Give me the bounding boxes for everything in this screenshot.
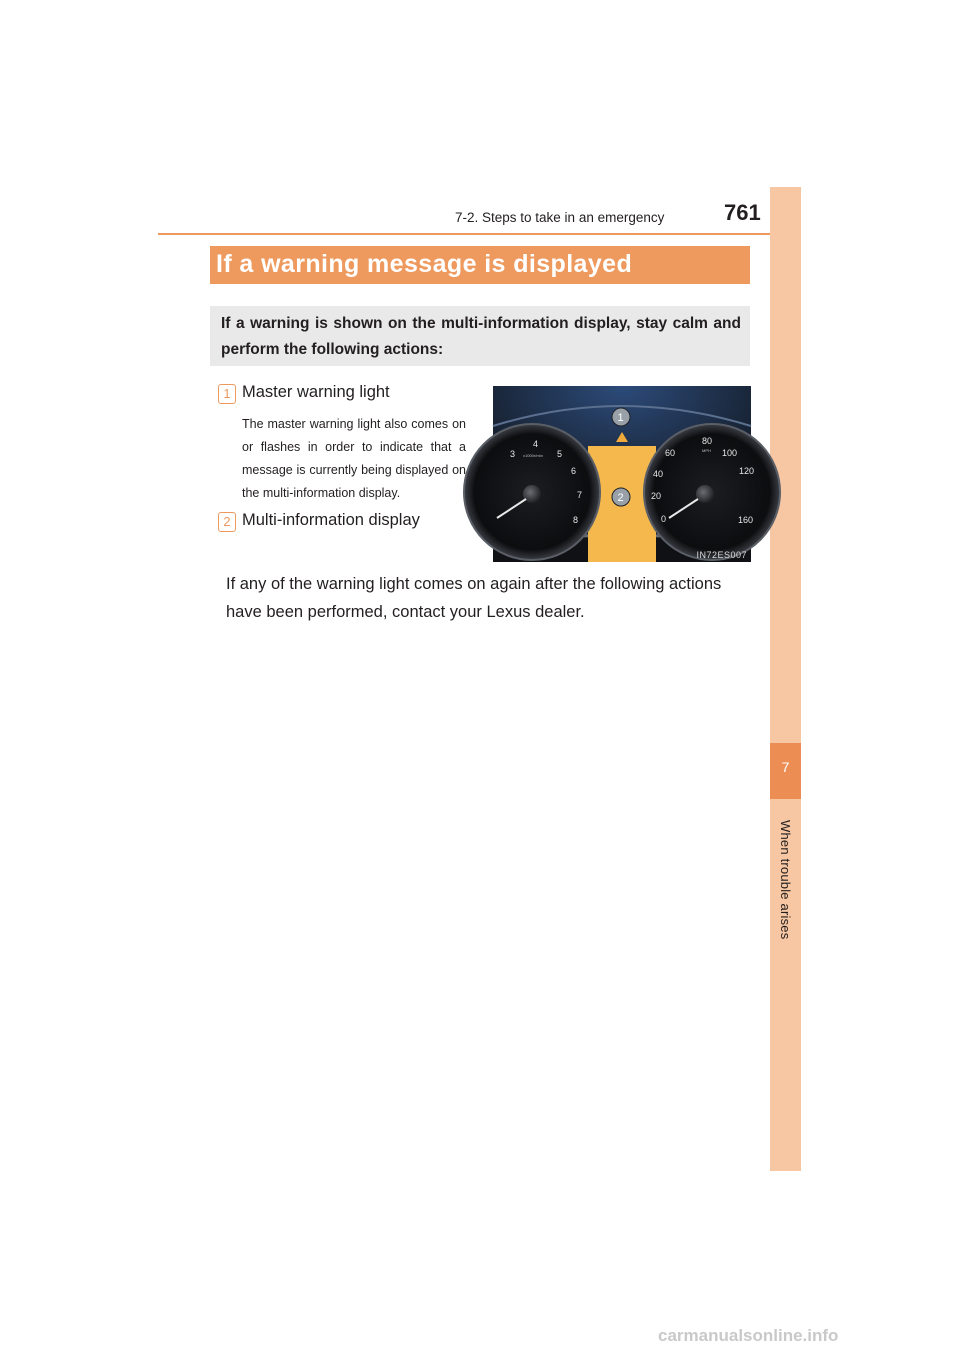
tach-label-5: 5 [557,449,563,459]
chapter-title: When trouble arises [778,820,793,940]
item-1-title: Master warning light [242,383,390,401]
item-2-number-icon: 2 [218,512,236,532]
tach-label-3: 3 [510,449,516,459]
speedometer-hub [696,485,714,503]
intro-text: If a warning is shown on the multi-information display, stay calm and perform the following actions: [221,315,741,358]
speed-label-60: 60 [665,448,676,458]
speed-label-160: 160 [738,515,754,525]
chapter-tab-strip [770,187,801,1171]
item-1-description: The master warning light also comes on or flashes in order to indicate that a message is currently being displayed on the multi-information display. [242,417,466,500]
item-2-title: Multi-information display [242,511,420,529]
figure-code: IN72ES007 [696,550,747,560]
instrument-cluster-illustration [493,386,755,562]
page-number: 761 [724,200,761,225]
callout-1-label: 1 [617,412,624,424]
section-title-bar [210,246,750,284]
header-section-title: 7-2. Steps to take in an emergency [455,210,665,225]
speed-label-80: 80 [702,436,713,446]
speed-label-120: 120 [739,466,755,476]
body-paragraph: If any of the warning light comes on again after the following actions have been performed, contact your Lexus dealer. [226,575,722,621]
tach-label-6: 6 [571,466,577,476]
watermark: carmanualsonline.info [658,1326,839,1345]
instrument-cluster-figure [493,386,755,562]
tach-label-8: 8 [573,515,579,525]
speed-label-40: 40 [653,469,664,479]
tach-label-4: 4 [533,439,539,449]
section-title: If a warning message is displayed [216,250,633,278]
item-1-number-icon: 1 [218,384,236,404]
speed-unit: MPH [702,448,711,453]
chapter-number: 7 [781,759,790,775]
tach-unit: x1000r/min [523,453,543,458]
speed-label-20: 20 [651,491,662,501]
intro-box [210,306,750,366]
header-divider [158,233,800,235]
speed-label-0: 0 [661,514,667,524]
speed-label-100: 100 [722,448,738,458]
tach-label-7: 7 [577,490,583,500]
callout-2-label: 2 [617,492,624,504]
